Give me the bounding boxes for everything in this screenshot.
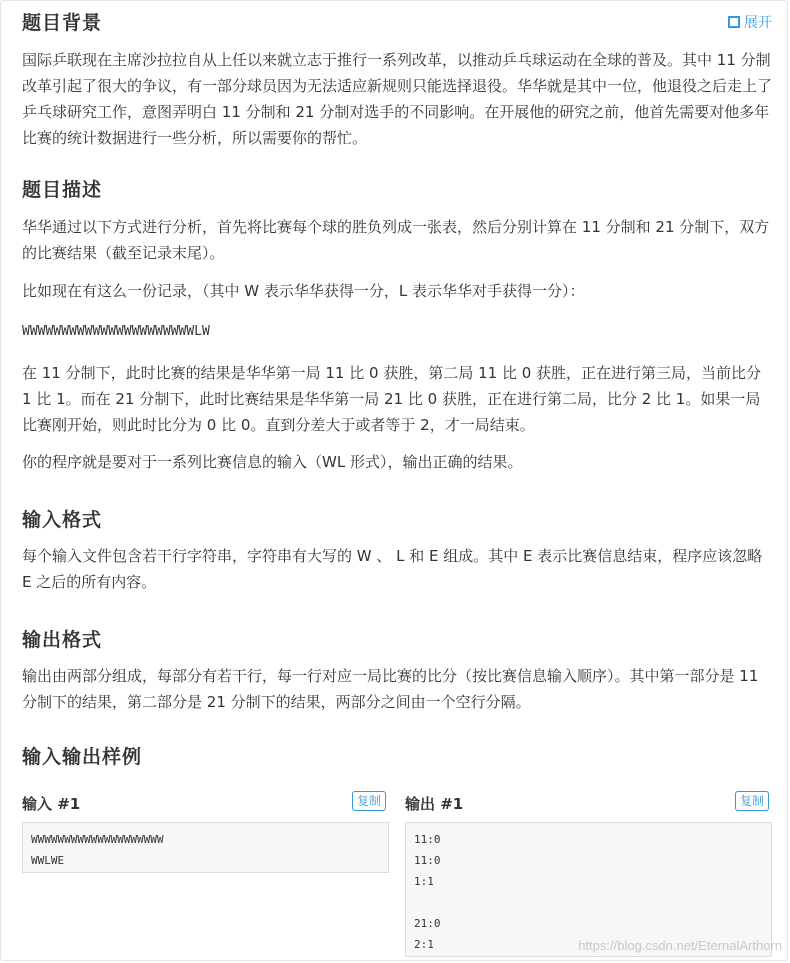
output-format-title: 输出格式 xyxy=(22,629,103,651)
copy-input-button[interactable]: 复制 xyxy=(352,791,386,811)
expand-label: 展开 xyxy=(744,15,772,31)
input-sample-box: WWWWWWWWWWWWWWWWWWWW WWLWE xyxy=(22,822,389,873)
description-p2: 比如现在有这么一份记录，（其中 W 表示华华获得一分，L 表示华华对手获得一分）： xyxy=(22,282,585,300)
input-format-title: 输入格式 xyxy=(22,509,103,531)
input-format-text: 每个输入文件包含若干行字符串，字符串有大写的 W 、 L 和 E 组成。其中 E 表示比赛信息结束，程序应该忽略 E 之后的所有内容。 xyxy=(22,547,763,591)
expand-button[interactable] xyxy=(728,12,772,32)
expand-icon xyxy=(728,16,740,28)
output-format-text: 输出由两部分组成，每部分有若干行，每一行对应一局比赛的比分（按比赛信息输入顺序）。其中第一部分是 11 分制下的结果，第二部分是 21 分制下的结果，两部分之间由一个空行分隔。 xyxy=(22,667,759,711)
description-p4: 你的程序就是要对于一系列比赛信息的输入（WL 形式），输出正确的结果。 xyxy=(22,453,523,471)
watermark: https://blog.csdn.net/EternalArthorn xyxy=(578,938,782,953)
description-title: 题目描述 xyxy=(22,179,103,201)
background-text: 国际乒联现在主席沙拉拉自从上任以来就立志于推行一系列改革，以推动乒乓球运动在全球的普及。其中 11 分制改革引起了很大的争议，有一部分球员因为无法适应新规则只能选择退役。华华就是其中一位，他退役之后走上了乒乓球研究工作，意图弄明白 11 分制和 21 分制对选手的不同影响。在开展他的研究之前，他首先需要对他多年比赛的统计数据进行一些分析，所以需要你的帮忙。 xyxy=(22,51,773,147)
samples-title: 输入输出样例 xyxy=(22,746,143,768)
record-example: WWWWWWWWWWWWWWWWWWWWWWLW xyxy=(22,324,210,339)
description-p3: 在 11 分制下，此时比赛的结果是华华第一局 11 比 0 获胜，第二局 11 比 0 获胜，正在进行第三局，当前比分 1 比 1。而在 21 分制下，此时比赛结果是华华第一局 21 比 0 获胜，正在进行第二局，比分 2 比 1。如果一局比赛刚开始，则此时比分为 0 比 0。直到分差大于或者等于 2，才一局结束。 xyxy=(22,364,762,434)
copy-output-button[interactable]: 复制 xyxy=(735,791,769,811)
background-title: 题目背景 xyxy=(22,12,103,34)
input-sample-label: 输入 #1 xyxy=(22,795,81,813)
output-sample-box: 11:0 11:0 1:1 21:0 2:1 xyxy=(405,822,772,957)
description-p1: 华华通过以下方式进行分析，首先将比赛每个球的胜负列成一张表，然后分别计算在 11 分制和 21 分制下，双方的比赛结果（截至记录末尾）。 xyxy=(22,218,770,262)
output-sample-label: 输出 #1 xyxy=(405,795,464,813)
